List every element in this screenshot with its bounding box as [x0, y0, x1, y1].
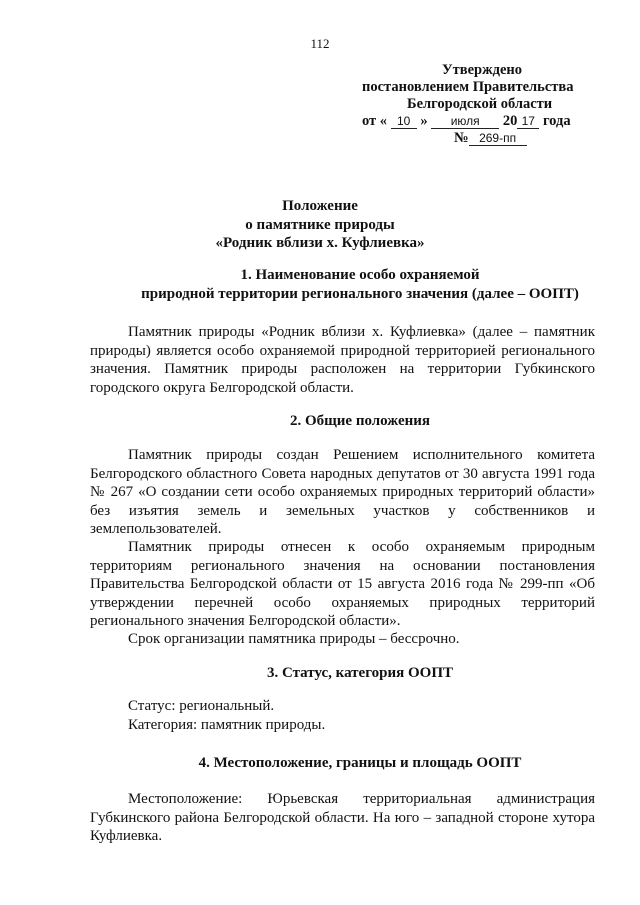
section1-heading-line2: природной территории регионального значения (далее – ООПТ) — [141, 286, 579, 302]
document-title — [0, 197, 640, 253]
section4-heading: 4. Местоположение, границы и площадь ООПТ — [198, 755, 522, 771]
title-line1: Положение — [282, 198, 358, 214]
section2-paragraph3: Срок организации памятника природы – бессрочно. — [128, 631, 460, 647]
section2-paragraph2: Памятник природы отнесен к особо охраняемым природным территориям регионального значения на основании постановления Правительства Белгородской области от 15 августа 2016 года № 299-пп «Об утверждении перечней особо охраняемых природных территорий регионального значения Белгородской области». — [90, 539, 595, 629]
approval-stamp — [362, 62, 602, 147]
status-line: Статус: региональный. — [128, 698, 275, 714]
title-line2: о памятнике природы — [245, 216, 395, 233]
category-line: Категория: памятник природы. — [128, 717, 326, 733]
date-day: 10 — [391, 114, 417, 129]
approval-number — [362, 130, 602, 147]
date-mid: » — [420, 113, 428, 129]
section1-paragraph: Памятник природы «Родник вблизи х. Куфлиевка» (далее – памятник природы) является особо охраняемой природной территорией регионального значения. Памятник природы расположен на территории Губкинского городского округа Белгородской области. — [90, 324, 595, 396]
section4-paragraph: Местоположение: Юрьевская территориальная администрация Губкинского района Белгородской области. На юго – западной стороне хутора Куфлиевка. — [90, 791, 595, 844]
title-line3: «Родник вблизи х. Куфлиевка» — [215, 235, 425, 251]
approval-date — [362, 113, 602, 130]
section3-heading: 3. Статус, категория ООПТ — [266, 665, 453, 681]
date-prefix: от « — [362, 113, 388, 129]
date-month: июля — [431, 114, 499, 129]
date-year-prefix: 20 — [502, 113, 518, 129]
approval-line3: Белгородской области — [407, 96, 553, 112]
section1-heading-line1: 1. Наименование особо охраняемой — [240, 267, 480, 283]
number-prefix: № — [454, 130, 469, 146]
approval-line1: Утверждено — [442, 62, 522, 78]
section2-paragraph1: Памятник природы создан Решением исполнительного комитета Белгородского областного Совета народных депутатов от 30 августа 1991 года № 267 «О создании сети особо охраняемых природных территорий области» без изъятия земель и земельных участков у собственников и землепользователей. — [90, 447, 595, 537]
page-number: 112 — [310, 36, 330, 51]
date-suffix: года — [542, 113, 571, 129]
approval-line2: постановлением Правительства — [362, 79, 574, 95]
section1-heading — [0, 266, 640, 304]
section2-heading: 2. Общие положения — [289, 413, 431, 429]
number-value: 269-пп — [469, 131, 527, 146]
date-year: 17 — [517, 114, 539, 129]
